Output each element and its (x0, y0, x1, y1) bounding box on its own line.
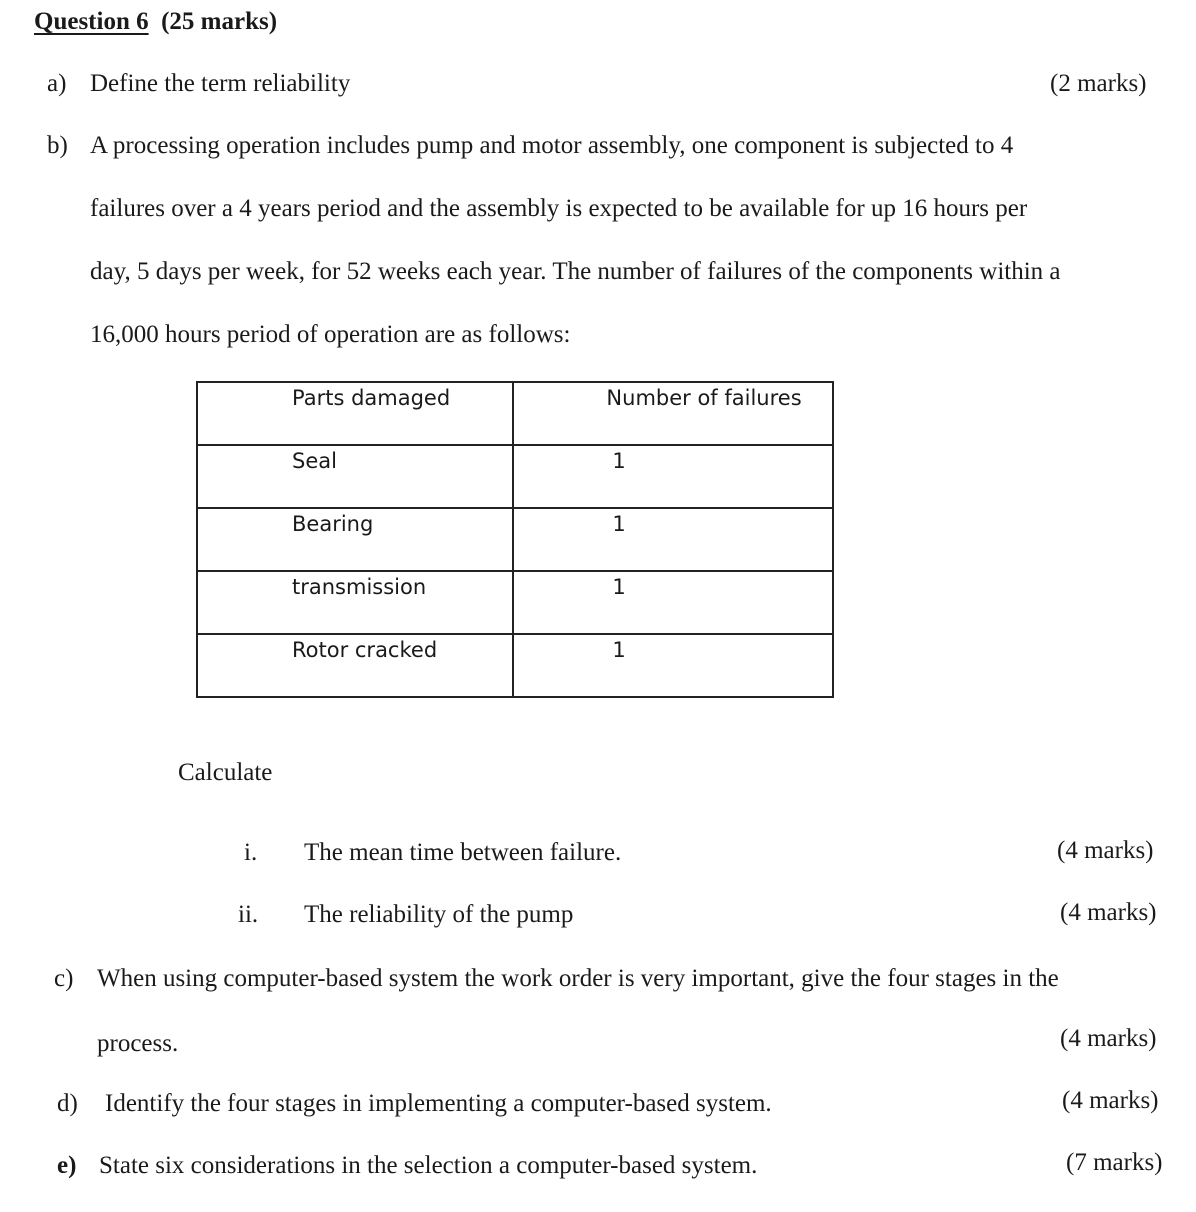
table-row (197, 634, 833, 697)
part-e-marks: (7 marks) (1066, 1149, 1163, 1176)
question-heading (34, 8, 277, 36)
part-d-text: Identify the four stages in implementing a computer-based system. (105, 1090, 772, 1117)
subitem-ii-text: The reliability of the pump (304, 901, 574, 928)
part-d-label: d) (57, 1090, 78, 1117)
calculate-label: Calculate (178, 759, 273, 786)
part-a-label: a) (47, 70, 67, 97)
table-cell-count: 1 (513, 445, 833, 508)
table-header-failures: Number of failures (513, 382, 833, 445)
subitem-ii-marks: (4 marks) (1060, 899, 1157, 926)
table-cell-count: 1 (513, 634, 833, 697)
part-b-line-4: 16,000 hours period of operation are as follows: (90, 321, 571, 348)
table-header-row (197, 382, 833, 445)
table-cell-count: 1 (513, 508, 833, 571)
failures-table (196, 381, 834, 698)
table-cell-part: Seal (197, 445, 513, 508)
part-c-line-1: When using computer-based system the work order is very important, give the four stages in the (97, 965, 1059, 992)
part-b-label: b) (47, 132, 68, 159)
part-c-line-2: process. (97, 1030, 179, 1057)
table-cell-part: Rotor cracked (197, 634, 513, 697)
table-row (197, 508, 833, 571)
part-a-marks: (2 marks) (1050, 70, 1147, 97)
part-b-line-3: day, 5 days per week, for 52 weeks each year. The number of failures of the components within a (90, 258, 1061, 285)
subitem-i-number: i. (244, 839, 258, 866)
part-d-marks: (4 marks) (1062, 1087, 1159, 1114)
part-c-label: c) (54, 965, 74, 992)
question-title: Question 6 (34, 8, 149, 35)
table-cell-count: 1 (513, 571, 833, 634)
part-e-text: State six considerations in the selection a computer-based system. (99, 1152, 758, 1179)
table-row (197, 571, 833, 634)
part-e-label: e) (57, 1152, 77, 1179)
subitem-i-marks: (4 marks) (1057, 837, 1154, 864)
part-b-line-2: failures over a 4 years period and the assembly is expected to be available for up 16 hours per (90, 195, 1028, 222)
question-marks: (25 marks) (161, 8, 278, 35)
part-c-marks: (4 marks) (1060, 1025, 1157, 1052)
table-header-parts: Parts damaged (197, 382, 513, 445)
part-b-line-1: A processing operation includes pump and motor assembly, one component is subjected to 4 (90, 132, 1014, 159)
part-a-text: Define the term reliability (90, 70, 351, 97)
table-cell-part: transmission (197, 571, 513, 634)
table-cell-part: Bearing (197, 508, 513, 571)
subitem-i-text: The mean time between failure. (304, 839, 622, 866)
table-row (197, 445, 833, 508)
subitem-ii-number: ii. (238, 901, 259, 928)
